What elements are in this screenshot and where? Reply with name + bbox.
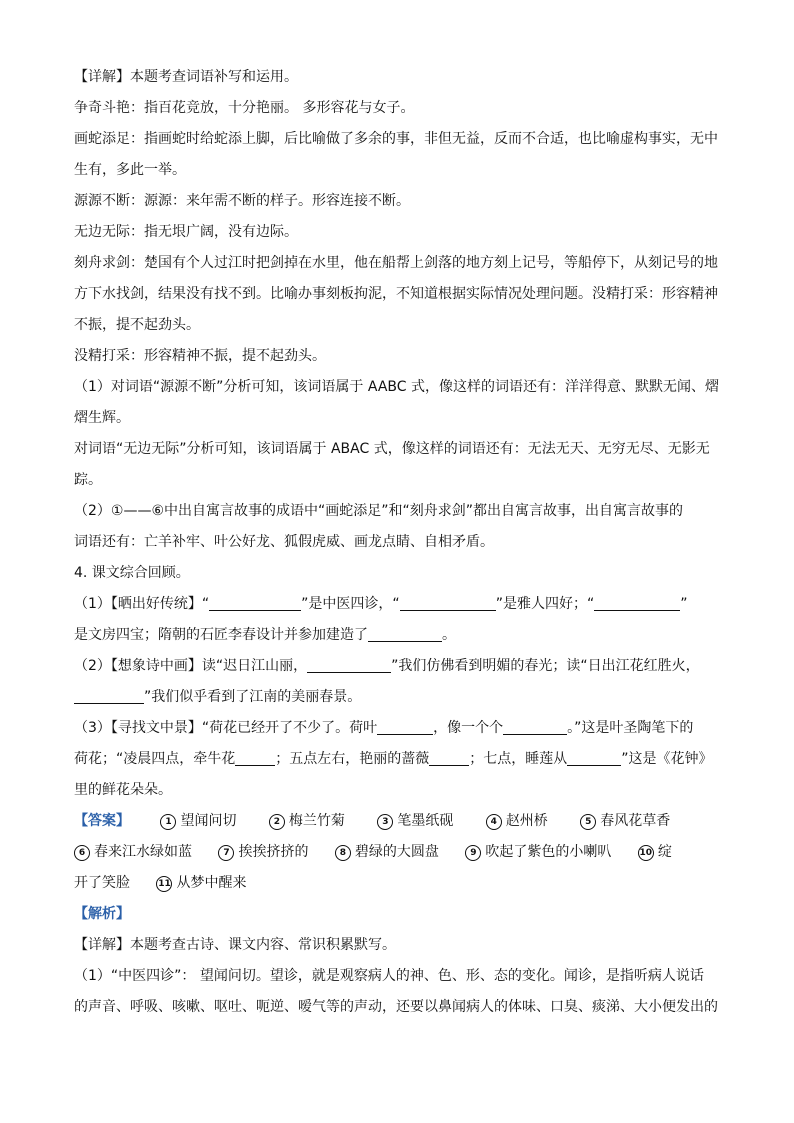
q3-text: ”这是《花钟》 — [621, 751, 713, 767]
text-line: 无边无际：指无垠广阔，没有边际。 — [74, 224, 298, 240]
question-3-line-3: 里的鲜花朵朵。 — [74, 782, 172, 798]
question-3-line-1 — [74, 713, 724, 744]
answer-row-2 — [74, 837, 724, 868]
question-2-line-1 — [74, 651, 724, 682]
analysis-label: 【解析】 — [74, 906, 130, 922]
q3-text: ；五点左右，艳丽的蔷薇 — [275, 751, 430, 767]
text-line: 【详解】本题考查古诗、课文内容、常识积累默写。 — [74, 937, 396, 953]
answer-row-1 — [74, 806, 724, 837]
text-line: 没精打采：形容精神不振，提不起劲头。 — [74, 348, 326, 364]
question-1-line-1 — [74, 589, 724, 620]
number-badge: 1 — [160, 814, 176, 830]
answer-list — [160, 806, 670, 837]
text-line: 争奇斗艳：指百花竞放，十分艳丽。 多形容花与女子。 — [74, 100, 415, 116]
q1-text: ” — [680, 596, 688, 612]
question-2-line-2 — [74, 682, 724, 713]
answer-item: 6 春来江水绿如蓝 — [74, 837, 192, 868]
answer-item: 1 望闻问切 — [160, 806, 236, 837]
answer-blank — [307, 656, 391, 673]
text-line: 刻舟求剑：楚国有个人过江时把剑掉在水里，他在船帮上剑落的地方刻上记号，等船停下，从刻记号的地 — [74, 255, 718, 271]
q2-text: （2）【想象诗中画】读“迟日江山丽， — [74, 658, 308, 674]
number-badge: 5 — [580, 814, 596, 830]
answer-item: 2 梅兰竹菊 — [269, 806, 345, 837]
answer-blank — [235, 749, 275, 766]
answer-blank — [377, 718, 433, 735]
answer-row-3 — [74, 868, 724, 899]
answer-blank — [368, 625, 442, 642]
answer-item: 10 绽 — [639, 844, 672, 860]
answer-blank — [209, 594, 301, 611]
text-line: （1）“中医四诊”： 望闻问切。望诊，就是观察病人的神、色、形、态的变化。闻诊，是指听病人说话 — [74, 968, 704, 984]
text-line: 踪。 — [74, 472, 102, 488]
q3-text: 。”这是叶圣陶笔下的 — [567, 720, 694, 736]
answer-blank — [400, 594, 496, 611]
text-line: 词语还有：亡羊补牢、叶公好龙、狐假虎威、画龙点睛、自相矛盾。 — [74, 534, 494, 550]
answer-blank — [503, 718, 567, 735]
question-heading: 4. 课文综合回顾。 — [74, 565, 190, 581]
q1-text: ”是中医四诊，“ — [301, 596, 400, 612]
number-badge: 7 — [218, 845, 234, 861]
number-badge: 4 — [486, 814, 502, 830]
text-line: 的声音、呼吸、咳嗽、呕吐、呃逆、嗳气等的声动，还要以鼻闻病人的体味、口臭、痰涕、大小便发出的 — [74, 999, 718, 1015]
q1-text: 。 — [442, 627, 456, 643]
answer-item: 7 挨挨挤挤的 — [218, 837, 308, 868]
q1-text: ”是雅人四好；“ — [495, 596, 595, 612]
question-1-line-2 — [74, 620, 724, 651]
answer-item: 8 碧绿的大圆盘 — [335, 837, 439, 868]
q3-text: （3）【寻找文中景】“荷花已经开了不少了。荷叶 — [74, 720, 378, 736]
text-line: （1）对词语“源源不断”分析可知，该词语属于 AABC 式，像这样的词语还有：洋洋得意、默默无闻、熠 — [74, 379, 719, 395]
text-line: 画蛇添足：指画蛇时给蛇添上脚，后比喻做了多余的事，非但无益，反而不合适，也比喻虚构事实，无中 — [74, 131, 718, 147]
text-line: 【详解】本题考查词语补写和运用。 — [74, 69, 298, 85]
answer-item: 5 春风花草香 — [580, 806, 670, 837]
text-line: （2）①——⑥中出自寓言故事的成语中“画蛇添足”和“刻舟求剑”都出自寓言故事，出自寓言故事的 — [74, 503, 684, 519]
answer-blank — [594, 594, 680, 611]
answer-continuation: 开了笑脸 — [74, 875, 130, 891]
text-line: 熠生辉。 — [74, 410, 130, 426]
answer-blank — [567, 749, 621, 766]
number-badge: 3 — [377, 814, 393, 830]
q3-text: ；七点，睡莲从 — [469, 751, 568, 767]
answer-label: 【答案】 — [74, 813, 130, 829]
number-badge: 8 — [335, 845, 351, 861]
q1-text: （1）【晒出好传统】“ — [74, 596, 210, 612]
answer-item: 11 从梦中醒来 — [158, 875, 247, 891]
number-badge: 10 — [638, 845, 654, 861]
text-line: 方下水找剑，结果没有找不到。比喻办事刻板拘泥，不知道根据实际情况处理问题。没精打采：形容精神 — [74, 286, 718, 302]
answer-item: 9 吹起了紫色的小喇叭 — [465, 837, 611, 868]
q2-text: ”我们似乎看到了江南的美丽春景。 — [144, 689, 362, 705]
answer-blank — [429, 749, 469, 766]
number-badge: 9 — [465, 845, 481, 861]
answer-item: 4 赵州桥 — [486, 806, 548, 837]
number-badge: 2 — [269, 814, 285, 830]
text-line: 源源不断：源源：来年需不断的样子。形容连接不断。 — [74, 193, 410, 209]
number-badge: 11 — [156, 876, 172, 892]
question-3-line-2 — [74, 744, 724, 775]
q2-text: ”我们仿佛看到明媚的春光；读“日出江花红胜火， — [391, 658, 700, 674]
number-badge: 6 — [74, 845, 90, 861]
answer-blank — [74, 687, 144, 704]
answer-item: 3 笔墨纸砚 — [377, 806, 453, 837]
q3-text: ，像一个个 — [433, 720, 504, 736]
text-line: 不振，提不起劲头。 — [74, 317, 200, 333]
text-line: 对词语“无边无际”分析可知，该词语属于 ABAC 式，像这样的词语还有：无法无天、无穷无尽、无影无 — [74, 441, 710, 457]
q1-text: 是文房四宝；隋朝的石匠李春设计并参加建造了 — [74, 627, 368, 643]
q3-text: 荷花；“凌晨四点，牵牛花 — [74, 751, 236, 767]
text-line: 生有，多此一举。 — [74, 162, 186, 178]
document-page — [74, 62, 724, 1023]
